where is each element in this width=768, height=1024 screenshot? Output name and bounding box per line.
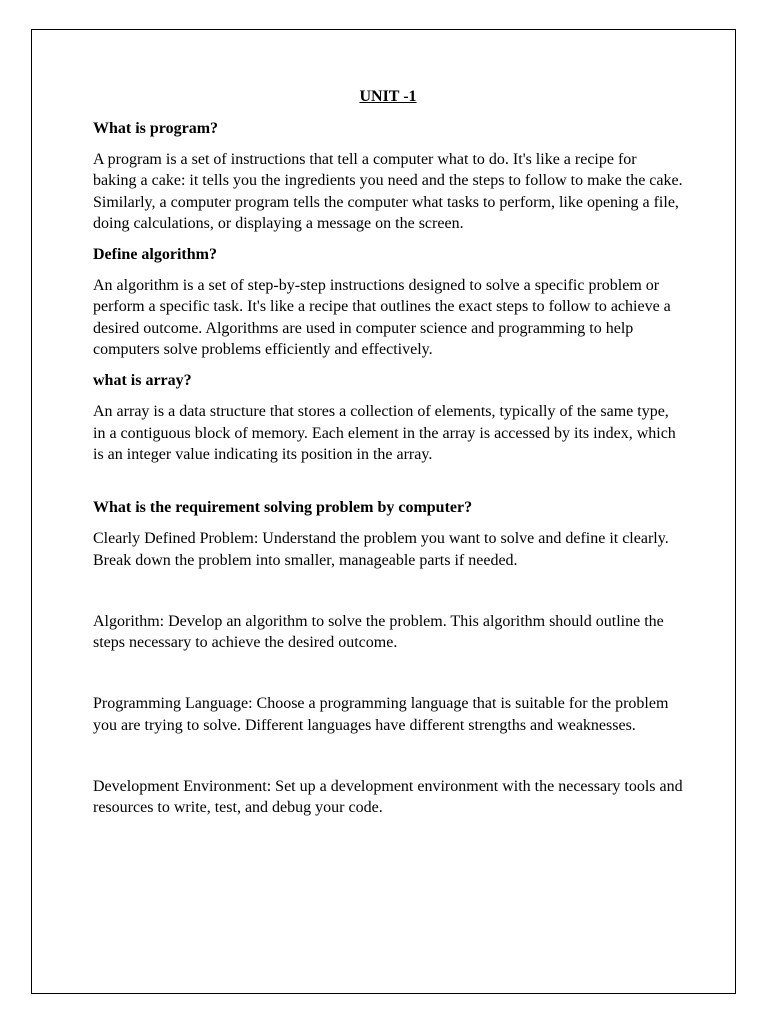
document-content (93, 86, 683, 829)
answer-array: An array is a data structure that stores a collection of elements, typically of the same type, in a contiguous block of memory. Each element in the array is accessed by its index, which is an integer value indicating its position in the array. (93, 403, 676, 463)
question-program: What is program? (93, 120, 219, 137)
requirement-algorithm: Algorithm: Develop an algorithm to solve the problem. This algorithm should outline the steps necessary to achieve the desired outcome. (93, 612, 664, 652)
question-array: what is array? (93, 372, 192, 390)
page-title: UNIT -1 (359, 88, 417, 105)
question-requirements: What is the requirement solving problem by computer? (93, 499, 473, 517)
answer-program: A program is a set of instructions that tell a computer what to do. It's like a recipe for baking a cake: it tells you the ingredients you need and the steps to follow to make the cake. Similarly, a computer program tells the computer what tasks to perform, like opening a file, doing calculations, or displaying a message on the screen. (93, 151, 683, 232)
answer-algorithm: An algorithm is a set of step-by-step instructions designed to solve a specific problem or perform a specific task. It's like a recipe that outlines the exact steps to follow to achieve a desired outcome. Algorithms are used in computer science and programming to help computers solve problems efficiently and effectively. (93, 277, 671, 359)
requirement-language: Programming Language: Choose a programming language that is suitable for the problem you are trying to solve. Different languages have different strengths and weaknesses. (93, 695, 669, 734)
question-algorithm: Define algorithm? (93, 246, 217, 264)
requirement-problem: Clearly Defined Problem: Understand the problem you want to solve and define it clearly. Break down the problem into smaller, manageable parts if needed. (93, 530, 669, 569)
requirement-environment: Development Environment: Set up a development environment with the necessary tools and resources to write, test, and debug your code. (93, 778, 683, 817)
